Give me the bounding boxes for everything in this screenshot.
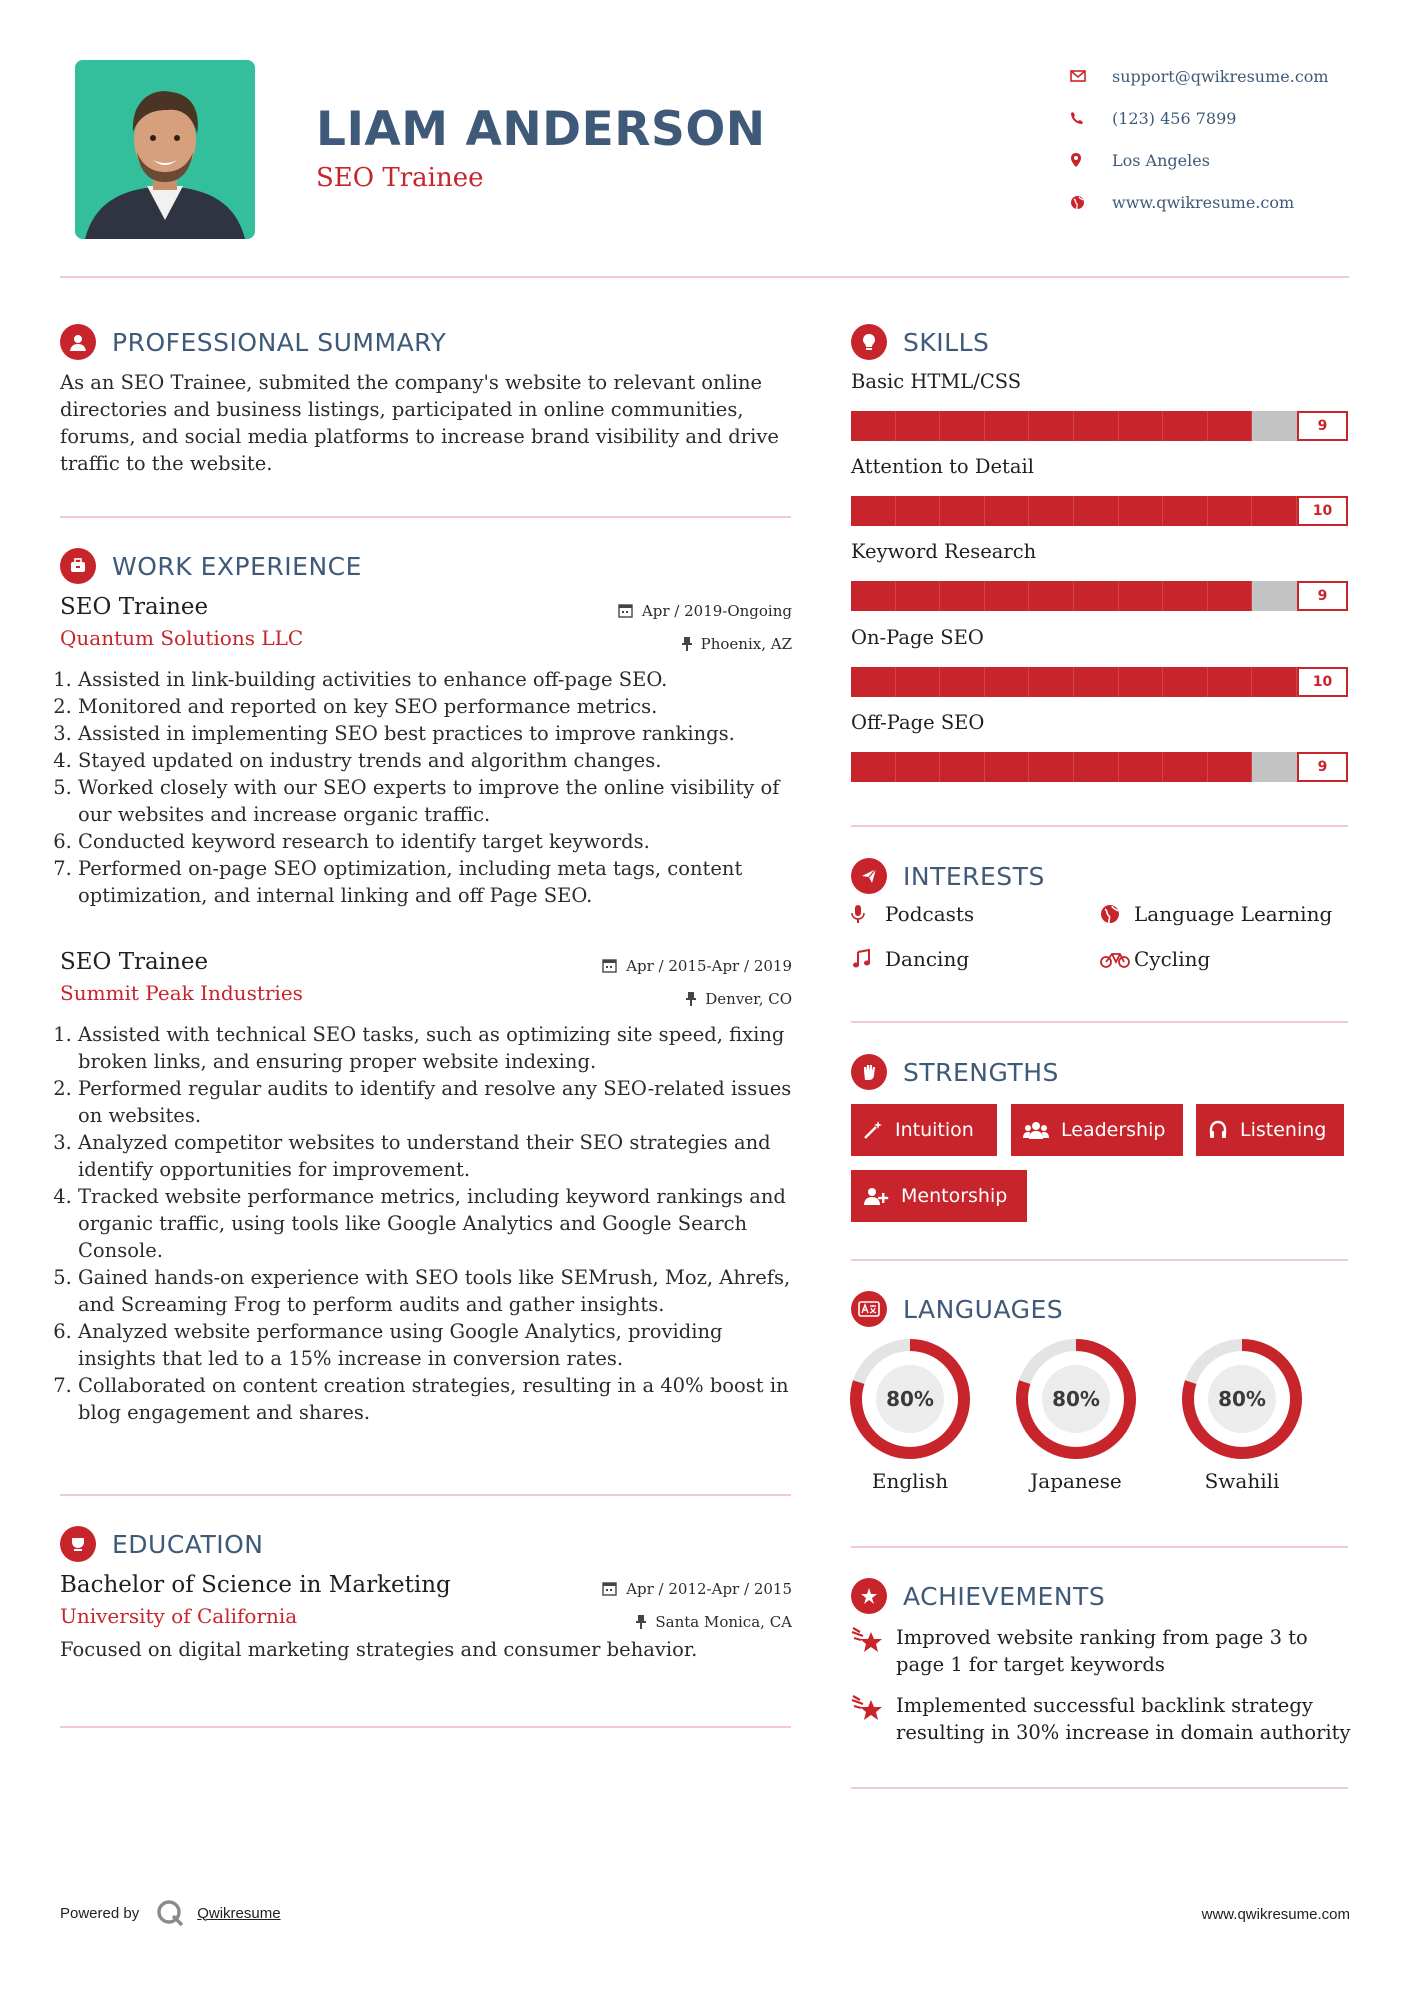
- skill-bar: [851, 752, 1348, 782]
- summary-divider: [60, 516, 791, 518]
- language-item-swahili: [1180, 1337, 1304, 1493]
- achievement-item-2: [851, 1692, 1351, 1746]
- skill-segment-filled: [851, 496, 896, 526]
- job-1-company: Quantum Solutions LLC: [60, 626, 304, 650]
- work-heading: [60, 548, 362, 584]
- skill-segment-filled: [1074, 752, 1119, 782]
- language-percent: 80%: [1052, 1387, 1100, 1411]
- strength-chip-listening: [1196, 1104, 1344, 1156]
- interest-item-podcasts: [851, 902, 974, 926]
- skill-segment-filled: [1074, 411, 1119, 441]
- skill-segment-filled: [1252, 667, 1297, 697]
- language-percent: 80%: [886, 1387, 934, 1411]
- skills-divider: [851, 825, 1348, 827]
- contact-email-row[interactable]: [1070, 55, 1370, 97]
- globe-icon: [1100, 904, 1134, 924]
- languages-title: LANGUAGES: [903, 1294, 1064, 1324]
- contact-website[interactable]: www.qwikresume.com: [1112, 192, 1295, 212]
- candidate-name: LIAM ANDERSON: [316, 102, 766, 157]
- job-1-title: SEO Trainee: [60, 594, 209, 620]
- users-icon: [1023, 1120, 1049, 1140]
- interest-item-dancing: [851, 947, 969, 971]
- skill-segment-filled: [896, 667, 941, 697]
- list-item: 3. Analyzed competitor websites to understand their SEO strategies and identify opportunities for improvement.: [78, 1129, 792, 1183]
- skill-score: 9: [1297, 752, 1348, 782]
- language-percent: 80%: [1218, 1387, 1266, 1411]
- skill-segment-filled: [1074, 667, 1119, 697]
- header-divider: [60, 276, 1349, 278]
- strength-chip-leadership: [1011, 1104, 1183, 1156]
- skill-segment-filled: [1208, 411, 1253, 441]
- job-2-meta: [602, 949, 792, 1015]
- skill-bar: [851, 667, 1348, 697]
- language-name: English: [871, 1469, 949, 1493]
- skills-title: SKILLS: [903, 327, 990, 357]
- contact-email[interactable]: support@qwikresume.com: [1112, 66, 1329, 86]
- skill-segment-filled: [985, 667, 1030, 697]
- achievements-title: ACHIEVEMENTS: [903, 1581, 1106, 1611]
- skill-score: 9: [1297, 581, 1348, 611]
- hand-icon: [851, 1054, 887, 1090]
- skill-name: Basic HTML/CSS: [851, 370, 1022, 393]
- powered-by-label: Powered by: [60, 1904, 140, 1922]
- languages-heading: [851, 1291, 1063, 1327]
- language-progress-ring: [1180, 1337, 1304, 1461]
- skill-segment-filled: [1163, 581, 1208, 611]
- skill-segment-filled: [1163, 496, 1208, 526]
- summary-heading: [60, 324, 446, 360]
- summary-title: PROFESSIONAL SUMMARY: [112, 327, 447, 357]
- list-item: 1. Assisted with technical SEO tasks, such as optimizing site speed, fixing broken links, and ensuring proper website indexing.: [78, 1021, 792, 1075]
- skill-segment-filled: [1208, 667, 1253, 697]
- paper-plane-icon: [851, 858, 887, 894]
- qwikresume-logo-icon: [155, 1898, 185, 1928]
- skill-segment-filled: [1029, 496, 1074, 526]
- skill-segment-filled: [1163, 667, 1208, 697]
- skill-score: 9: [1297, 411, 1348, 441]
- education-school: University of California: [60, 1604, 298, 1628]
- interest-label: Cycling: [1134, 947, 1211, 971]
- pin-icon: [686, 992, 696, 1006]
- skills-heading: [851, 324, 989, 360]
- skill-segment-filled: [940, 667, 985, 697]
- contact-phone-row: [1070, 97, 1370, 139]
- globe-icon: [1070, 195, 1112, 210]
- language-progress-ring: [1014, 1337, 1138, 1461]
- skill-item-3: [851, 539, 1348, 611]
- skill-segment-filled: [1029, 667, 1074, 697]
- skill-segment-filled: [940, 496, 985, 526]
- skill-segment-filled: [851, 581, 896, 611]
- language-item-japanese: [1014, 1337, 1138, 1493]
- graduation-cap-icon: [60, 1526, 96, 1562]
- education-title: EDUCATION: [112, 1529, 264, 1559]
- skill-item-1: [851, 369, 1348, 441]
- list-item: 4. Tracked website performance metrics, including keyword rankings and organic traffic, using tools like Google Analytics and Google Search Console.: [78, 1183, 792, 1264]
- job-2-title: SEO Trainee: [60, 949, 209, 975]
- job-2-duties: [60, 1021, 792, 1426]
- skill-item-2: [851, 454, 1348, 526]
- skill-segment-filled: [940, 752, 985, 782]
- job-1-dates-row: [618, 594, 792, 627]
- profile-photo: [75, 60, 255, 239]
- skill-segment-filled: [985, 581, 1030, 611]
- music-icon: [851, 949, 885, 969]
- job-2-location-row: [602, 982, 792, 1015]
- education-location: Santa Monica, CA: [655, 1612, 792, 1631]
- education-entry: [60, 1572, 792, 1663]
- job-2-dates-row: [602, 949, 792, 982]
- skill-segment-filled: [985, 411, 1030, 441]
- list-item: 5. Gained hands-on experience with SEO tools like SEMrush, Moz, Ahrefs, and Screaming Frog to perform audits and gather insights.: [78, 1264, 792, 1318]
- list-item: 2. Monitored and reported on key SEO performance metrics.: [78, 693, 792, 720]
- interest-label: Dancing: [885, 947, 970, 971]
- pin-icon: [682, 637, 692, 651]
- envelope-icon: [1070, 70, 1112, 82]
- achievements-heading: [851, 1578, 1105, 1614]
- job-1-meta: [618, 594, 792, 660]
- skill-segment-filled: [896, 496, 941, 526]
- skill-item-5: [851, 710, 1348, 782]
- education-heading: [60, 1526, 264, 1562]
- list-item: 6. Analyzed website performance using Google Analytics, providing insights that led to a 15% increase in conversion rates.: [78, 1318, 792, 1372]
- briefcase-icon: [60, 548, 96, 584]
- skill-name: Keyword Research: [851, 540, 1037, 563]
- contact-location: Los Angeles: [1112, 150, 1210, 170]
- job-1-location-row: [618, 627, 792, 660]
- user-icon: [60, 324, 96, 360]
- language-name: Swahili: [1204, 1469, 1280, 1493]
- skill-segment-filled: [851, 752, 896, 782]
- lightbulb-icon: [851, 324, 887, 360]
- calendar-icon: [602, 958, 617, 973]
- interest-label: Language Learning: [1134, 902, 1333, 926]
- list-item: 7. Performed on-page SEO optimization, including meta tags, content optimization, and internal linking and off Page SEO.: [78, 855, 792, 909]
- contact-website-row[interactable]: [1070, 181, 1370, 223]
- skill-segment-empty: [1252, 411, 1297, 441]
- skill-segment-filled: [1074, 581, 1119, 611]
- list-item: 2. Performed regular audits to identify and resolve any SEO-related issues on websites.: [78, 1075, 792, 1129]
- work-title: WORK EXPERIENCE: [112, 551, 362, 581]
- skill-segment-filled: [1029, 581, 1074, 611]
- skill-segment-filled: [1119, 752, 1164, 782]
- skill-item-4: [851, 625, 1348, 697]
- user-plus-icon: [863, 1186, 889, 1206]
- skill-segment-filled: [896, 581, 941, 611]
- footer-website[interactable]: www.qwikresume.com: [1201, 1906, 1350, 1923]
- skill-segment-filled: [1252, 496, 1297, 526]
- strength-label: Mentorship: [901, 1185, 1008, 1207]
- job-2-location: Denver, CO: [705, 989, 792, 1008]
- job-1-location: Phoenix, AZ: [700, 634, 792, 653]
- interest-label: Podcasts: [885, 902, 975, 926]
- skill-segment-filled: [896, 411, 941, 441]
- work-divider: [60, 1494, 791, 1496]
- pin-icon: [636, 1615, 646, 1629]
- job-entry-1: [60, 594, 792, 909]
- strength-chip-intuition: [851, 1104, 997, 1156]
- skill-bar: [851, 411, 1348, 441]
- strengths-title: STRENGTHS: [903, 1057, 1059, 1087]
- qwikresume-link[interactable]: Qwikresume: [197, 1904, 281, 1922]
- skill-segment-filled: [1029, 411, 1074, 441]
- skill-segment-filled: [1208, 496, 1253, 526]
- strength-chip-mentorship: [851, 1170, 1027, 1222]
- achievement-text: Improved website ranking from page 3 to page 1 for target keywords: [896, 1626, 1308, 1676]
- interests-divider: [851, 1021, 1348, 1023]
- education-description: Focused on digital marketing strategies and consumer behavior.: [60, 1638, 698, 1661]
- job-entry-2: [60, 949, 792, 1426]
- candidate-role: SEO Trainee: [316, 163, 484, 193]
- skill-segment-filled: [851, 667, 896, 697]
- language-progress-ring: [848, 1337, 972, 1461]
- skill-segment-empty: [1252, 581, 1297, 611]
- skill-name: On-Page SEO: [851, 626, 984, 649]
- phone-icon: [1070, 111, 1112, 125]
- contact-phone: (123) 456 7899: [1112, 108, 1237, 128]
- skill-score: 10: [1297, 667, 1348, 697]
- strength-label: Intuition: [895, 1119, 974, 1141]
- skill-segment-filled: [1208, 581, 1253, 611]
- skill-segment-empty: [1252, 752, 1297, 782]
- interest-item-language-learning: [1100, 902, 1332, 926]
- star-badge-icon: [851, 1578, 887, 1614]
- interest-item-cycling: [1100, 947, 1210, 971]
- skill-segment-filled: [1029, 752, 1074, 782]
- skill-bar: [851, 581, 1348, 611]
- skill-segment-filled: [896, 752, 941, 782]
- job-2-company: Summit Peak Industries: [60, 981, 303, 1005]
- magic-wand-icon: [863, 1120, 883, 1140]
- skill-segment-filled: [940, 411, 985, 441]
- shooting-star-icon: [851, 1624, 896, 1678]
- job-2-dates: Apr / 2015-Apr / 2019: [626, 956, 792, 975]
- job-1-dates: Apr / 2019-Ongoing: [641, 601, 792, 620]
- contact-location-row: [1070, 139, 1370, 181]
- education-meta: [602, 1572, 792, 1638]
- calendar-icon: [602, 1581, 617, 1596]
- skill-name: Off-Page SEO: [851, 711, 985, 734]
- list-item: 4. Stayed updated on industry trends and algorithm changes.: [78, 747, 792, 774]
- languages-divider: [851, 1546, 1348, 1548]
- achievements-divider: [851, 1787, 1348, 1789]
- language-item-english: [848, 1337, 972, 1493]
- headphones-icon: [1208, 1120, 1228, 1140]
- translate-icon: [851, 1291, 887, 1327]
- language-name: Japanese: [1030, 1469, 1122, 1493]
- skill-segment-filled: [1163, 411, 1208, 441]
- skill-segment-filled: [1119, 667, 1164, 697]
- skill-segment-filled: [1119, 496, 1164, 526]
- skill-segment-filled: [985, 496, 1030, 526]
- interests-heading: [851, 858, 1045, 894]
- skill-segment-filled: [851, 411, 896, 441]
- footer-powered-by: [60, 1898, 281, 1928]
- education-dates-row: [602, 1572, 792, 1605]
- list-item: 7. Collaborated on content creation strategies, resulting in a 40% boost in blog engagement and shares.: [78, 1372, 792, 1426]
- bicycle-icon: [1100, 950, 1134, 968]
- skill-segment-filled: [1119, 411, 1164, 441]
- education-divider: [60, 1726, 791, 1728]
- skill-segment-filled: [940, 581, 985, 611]
- skill-bar: [851, 496, 1348, 526]
- contact-block: [1070, 55, 1370, 223]
- strength-label: Leadership: [1061, 1119, 1166, 1141]
- skill-score: 10: [1297, 496, 1348, 526]
- map-pin-icon: [1070, 153, 1112, 168]
- list-item: 3. Assisted in implementing SEO best practices to improve rankings.: [78, 720, 792, 747]
- skill-segment-filled: [1119, 581, 1164, 611]
- education-dates: Apr / 2012-Apr / 2015: [626, 1579, 792, 1598]
- job-1-duties: [60, 666, 792, 909]
- list-item: 6. Conducted keyword research to identify target keywords.: [78, 828, 792, 855]
- skill-segment-filled: [1208, 752, 1253, 782]
- summary-text: As an SEO Trainee, submited the company's website to relevant online directories and business listings, participated in online communities, forums, and social media platforms to increase brand visibility and drive traffic to the website.: [60, 371, 779, 475]
- strengths-divider: [851, 1259, 1348, 1261]
- skill-segment-filled: [985, 752, 1030, 782]
- microphone-icon: [851, 904, 885, 924]
- skill-name: Attention to Detail: [851, 455, 1034, 478]
- strength-label: Listening: [1240, 1119, 1327, 1141]
- list-item: 1. Assisted in link-building activities to enhance off-page SEO.: [78, 666, 792, 693]
- shooting-star-icon: [851, 1692, 896, 1746]
- strengths-heading: [851, 1054, 1059, 1090]
- education-degree: Bachelor of Science in Marketing: [60, 1572, 451, 1598]
- interests-title: INTERESTS: [903, 861, 1045, 891]
- skill-segment-filled: [1074, 496, 1119, 526]
- achievement-item-1: [851, 1624, 1351, 1678]
- achievement-text: Implemented successful backlink strategy resulting in 30% increase in domain authority: [896, 1694, 1351, 1744]
- calendar-icon: [618, 603, 633, 618]
- skill-segment-filled: [1163, 752, 1208, 782]
- education-location-row: [602, 1605, 792, 1638]
- list-item: 5. Worked closely with our SEO experts to improve the online visibility of our websites and increase organic traffic.: [78, 774, 792, 828]
